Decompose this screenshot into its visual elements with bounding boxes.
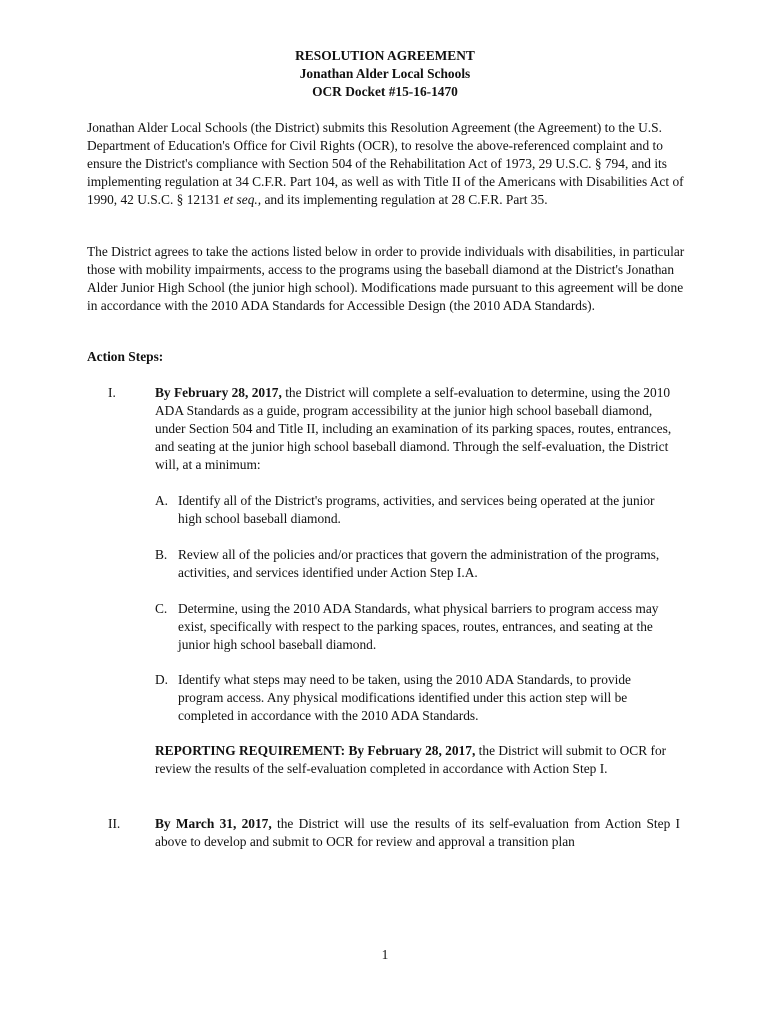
subitem-text: Determine, using the 2010 ADA Standards, what physical barriers to program access may exist, specifically with respect to the parking spaces, routes, entrances, and seating at the junior high school baseball diamond. <box>178 601 659 652</box>
step-2-deadline: By March 31, 2017, <box>155 816 272 831</box>
intro-tail: and its implementing regulation at 28 C.F.R. Part 35. <box>264 192 548 207</box>
step-1-subitem-a <box>155 492 675 528</box>
step-2-body: the District will use the results of its self-evaluation from Action Step I above to develop and submit to OCR for review and approval a transition plan <box>155 816 680 849</box>
step-2-numeral: II. <box>108 816 121 831</box>
document-header <box>0 47 770 101</box>
docket-number: OCR Docket #15-16-1470 <box>312 84 458 99</box>
step-1-subitem-b <box>155 546 675 582</box>
intro-paragraph <box>87 119 687 209</box>
reporting-requirement <box>155 742 680 778</box>
action-steps-heading: Action Steps: <box>87 349 164 364</box>
step-1-subitem-c <box>155 600 675 654</box>
purpose-paragraph: The District agrees to take the actions listed below in order to provide individuals with disabilities, in particular those with mobility impairments, access to the programs using the baseball diamond at the District's Jonathan Alder Junior High School (the junior high school). Modifications made pursuant to this agreement will be done in accordance with the 2010 ADA Standards for Accessible Design (the 2010 ADA Standards). <box>87 244 685 313</box>
step-1-subitem-d <box>155 671 675 725</box>
step-2-text <box>155 815 680 851</box>
page-number: 1 <box>381 947 389 962</box>
step-1-deadline: By February 28, 2017, <box>155 385 282 400</box>
district-name: Jonathan Alder Local Schools <box>299 66 471 81</box>
document-title: RESOLUTION AGREEMENT <box>295 48 475 63</box>
intro-main: Jonathan Alder Local Schools (the District) submits this Resolution Agreement (the Agreement) to the U.S. Department of Education's Office for Civil Rights (OCR), to resolve the above-referenced complaint and to ensure the District's compliance with Section 504 of the Rehabilitation Act of 1973, 29 U.S.C. § 794, and its implementing regulation at 34 C.F.R. Part 104, as well as with Title II of the Americans with Disabilities Act of 1990, 42 U.S.C. § 12131 <box>87 120 684 207</box>
subitem-text: Identify what steps may need to be taken, using the 2010 ADA Standards, to provide program access. Any physical modifications identified under this action step will be completed in accordance with the 2010 ADA Standards. <box>178 672 631 723</box>
subitem-letter: A. <box>155 493 169 508</box>
step-1-body: the District will complete a self-evaluation to determine, using the 2010 ADA Standards as a guide, program accessibility at the junior high school baseball diamond, under Section 504 and Title II, including an examination of its parking spaces, routes, entrances, and seating at the junior high school baseball diamond. Through the self-evaluation, the District will, at a minimum: <box>155 385 672 472</box>
subitem-text: Review all of the policies and/or practices that govern the administration of the programs, activities, and services identified under Action Step I.A. <box>178 547 660 580</box>
subitem-text: Identify all of the District's programs, activities, and services being operated at the junior high school baseball diamond. <box>178 493 655 526</box>
reporting-text: the District will submit to OCR for review the results of the self-evaluation completed in accordance with Action Step I. <box>155 743 667 776</box>
reporting-label: REPORTING REQUIREMENT: By February 28, 2017, <box>155 743 476 758</box>
subitem-letter: C. <box>155 601 168 616</box>
subitem-letter: D. <box>155 672 169 687</box>
step-1-text <box>155 384 680 474</box>
subitem-letter: B. <box>155 547 168 562</box>
step-1-numeral: I. <box>108 385 116 400</box>
intro-et-seq: et seq., <box>223 192 262 207</box>
